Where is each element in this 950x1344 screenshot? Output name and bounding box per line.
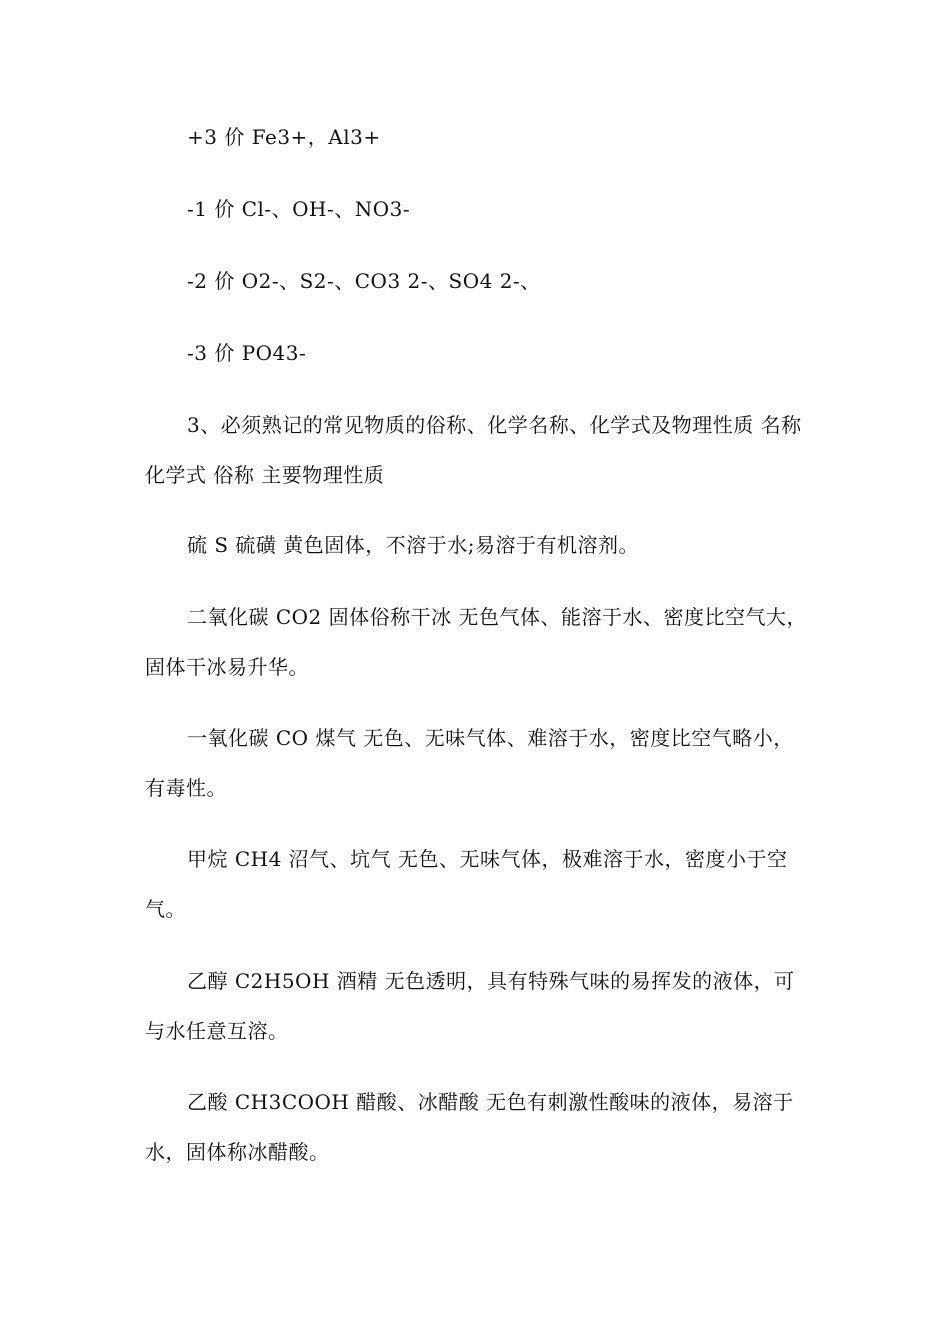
substance-co: 一氧化碳 CO 煤气 无色、无味气体、难溶于水，密度比空气略小，有毒性。 (145, 726, 794, 800)
section-heading: 3、必须熟记的常见物质的俗称、化学名称、化学式及物理性质 名称 化学式 俗称 主要物理性质 (145, 413, 802, 487)
valence-minus1-line: -1 价 Cl-、OH-、NO3- (187, 197, 411, 221)
substance-methane: 甲烷 CH4 沼气、坑气 无色、无味气体，极难溶于水，密度小于空气。 (145, 847, 788, 921)
substance-co2: 二氧化碳 CO2 固体俗称干冰 无色气体、能溶于水、密度比空气大，固体干冰易升华。 (145, 605, 807, 679)
substance-ethanol: 乙醇 C2H5OH 酒精 无色透明，具有特殊气味的易挥发的液体，可与水任意互溶。 (145, 969, 795, 1043)
valence-minus3-line: -3 价 PO43- (187, 341, 307, 365)
substance-acetic-acid: 乙酸 CH3COOH 醋酸、冰醋酸 无色有刺激性酸味的液体，易溶于水，固体称冰醋酸。 (145, 1090, 794, 1164)
substance-sulfur: 硫 S 硫磺 黄色固体，不溶于水;易溶于有机溶剂。 (187, 533, 640, 557)
valence-plus3-line: +3 价 Fe3+，Al3+ (187, 125, 381, 149)
valence-minus2-line: -2 价 O2-、S2-、CO3 2-、SO4 2-、 (187, 269, 541, 293)
